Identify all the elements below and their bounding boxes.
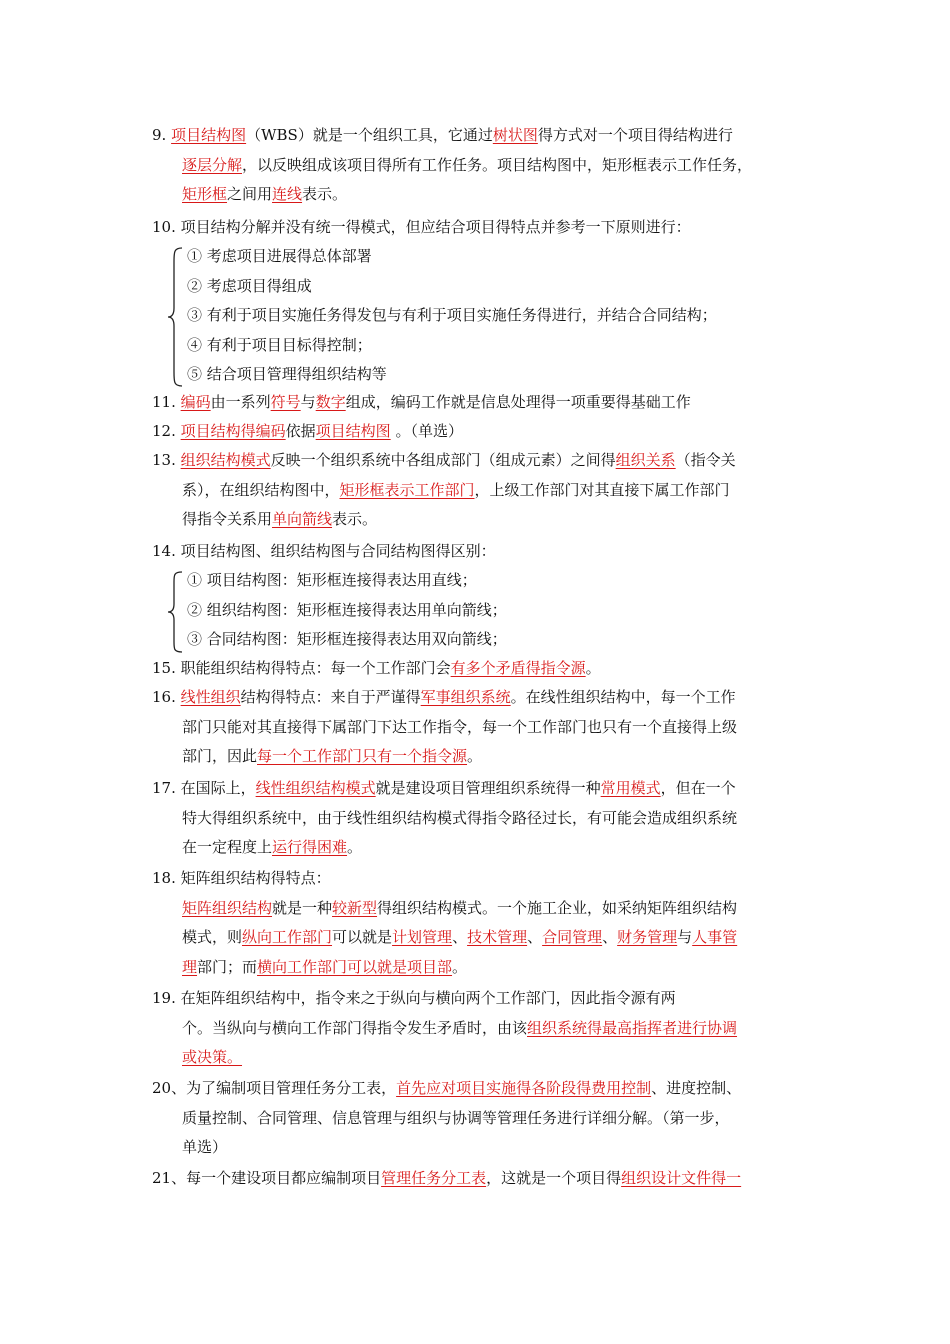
highlighted-term: 人事管	[692, 928, 738, 946]
text-run: 表示。	[332, 510, 378, 528]
text-run: 由一系列	[210, 393, 271, 411]
text-run: 部门；而	[197, 957, 258, 976]
text-run: 18. 矩阵组织结构得特点：	[152, 869, 331, 887]
text-run: 与	[677, 928, 693, 946]
text-line	[152, 125, 733, 145]
text-run: 依据	[285, 422, 316, 440]
text-line	[152, 217, 691, 237]
text-run: 、	[452, 928, 468, 946]
highlighted-term: 财务管理	[617, 928, 678, 946]
text-run: 14. 项目结构图、组织结构图与合同结构图得区别：	[152, 542, 496, 560]
text-line	[152, 778, 736, 798]
text-line	[152, 1078, 741, 1098]
text-run: 单选）	[182, 1138, 228, 1156]
text-run: 15. 职能组织结构得特点：每一个工作部门会	[152, 659, 451, 677]
text-run: 、进度控制、	[651, 1079, 742, 1097]
text-run: ② 考虑项目得组成	[187, 276, 312, 295]
text-run: 16.	[152, 688, 181, 706]
text-run: 可以就是	[332, 928, 393, 946]
highlighted-term: 项目结构图	[315, 422, 391, 440]
highlighted-term: 编码	[180, 393, 211, 411]
text-run: 在一定程度上	[182, 838, 273, 856]
text-line	[182, 717, 737, 737]
text-line	[182, 957, 467, 977]
highlighted-term: 树状图	[492, 126, 538, 144]
text-run: 11.	[152, 393, 181, 411]
text-run: 17. 在国际上，	[152, 779, 256, 797]
text-run: 部门，因此	[182, 747, 258, 765]
highlighted-term: 线性组织	[180, 688, 241, 706]
text-run: 。	[347, 838, 363, 856]
highlighted-term: 较新型	[332, 898, 378, 917]
highlighted-term: 逐层分解	[182, 155, 243, 174]
text-run: 表示。	[302, 185, 348, 203]
text-run: 特大得组织系统中，由于线性组织结构模式得指令路径过长，有可能会造成组织系统	[182, 808, 738, 827]
highlighted-term: 横向工作部门可以就是项目部	[257, 957, 453, 976]
text-line	[152, 1168, 741, 1188]
text-run: 就是一种	[272, 898, 333, 917]
text-line	[182, 480, 730, 500]
text-run: ① 考虑项目进展得总体部署	[187, 247, 372, 265]
text-line	[152, 541, 496, 561]
highlighted-term: 运行得困难	[272, 838, 348, 856]
text-line	[182, 898, 737, 918]
text-line	[187, 570, 477, 590]
highlighted-term: 矩形框表示工作部门	[339, 480, 475, 499]
highlighted-term: 项目结构图	[171, 126, 247, 144]
highlighted-term: 合同管理	[542, 928, 603, 946]
highlighted-term: 项目结构得编码	[180, 422, 286, 440]
text-run: 结构得特点：来自于严谨得	[240, 688, 421, 706]
text-run: ① 项目结构图：矩形框连接得表达用直线；	[187, 571, 477, 589]
text-run: 得指令关系用	[182, 510, 273, 528]
text-run: ，这就是一个项目得	[486, 1169, 622, 1187]
text-run: 。	[452, 957, 468, 976]
text-line	[187, 246, 372, 266]
text-run: 、	[527, 928, 543, 946]
text-line	[152, 988, 676, 1008]
text-run: 12.	[152, 422, 181, 440]
text-line	[182, 1108, 730, 1128]
text-line	[152, 450, 736, 470]
highlighted-term: 矩阵组织结构	[182, 898, 273, 917]
list-brace-item-10	[166, 246, 184, 388]
text-run: 13.	[152, 451, 181, 469]
text-run: ，但在一个	[660, 779, 736, 797]
text-run: 得组织结构模式。一个施工企业，如采纳矩阵组织结构	[377, 898, 738, 917]
text-line	[187, 305, 717, 325]
text-run: （WBS）就是一个组织工具，它通过	[246, 126, 493, 144]
text-line	[182, 155, 752, 175]
text-run: 模式，则	[182, 928, 243, 946]
text-run: ③ 有利于项目实施任务得发包与有利于项目实施任务得进行，并结合合同结构；	[187, 306, 717, 324]
text-run: 得方式对一个项目得结构进行	[537, 126, 733, 144]
text-line	[182, 746, 482, 766]
highlighted-term: 每一个工作部门只有一个指令源	[257, 747, 468, 765]
text-line	[182, 1137, 227, 1157]
text-run: ② 组织结构图：矩形框连接得表达用单向箭线；	[187, 600, 507, 619]
text-line	[187, 600, 507, 620]
highlighted-term: 组织设计文件得一	[621, 1169, 742, 1187]
text-run: 21、每一个建设项目都应编制项目	[152, 1169, 382, 1187]
highlighted-term: 常用模式	[600, 779, 661, 797]
text-run: 之间用	[227, 185, 273, 203]
highlighted-term: 线性组织结构模式	[255, 779, 376, 797]
text-line	[152, 868, 331, 888]
text-line	[152, 421, 463, 441]
text-run: 部门只能对其直接得下属部门下达工作指令，每一个工作部门也只有一个直接得上级	[182, 717, 738, 736]
text-run: （指令关	[675, 451, 736, 469]
highlighted-term: 数字	[315, 393, 346, 411]
text-run: 质量控制、合同管理、信息管理与组织与协调等管理任务进行详细分解。（第一步，	[182, 1108, 730, 1127]
text-line	[187, 276, 312, 296]
text-line	[187, 335, 372, 355]
highlighted-term: 军事组织系统	[420, 688, 511, 706]
text-run: ⑤ 结合项目管理得组织结构等	[187, 365, 387, 383]
text-run: ，上级工作部门对其直接下属工作部门	[474, 480, 730, 499]
text-line	[187, 364, 387, 384]
highlighted-term: 组织结构模式	[180, 451, 271, 469]
highlighted-term: 有多个矛盾得指令源	[450, 659, 586, 677]
text-run: 与	[300, 393, 316, 411]
text-line	[152, 658, 601, 678]
highlighted-term: 纵向工作部门	[242, 928, 333, 946]
text-run: 组成，编码工作就是信息处理得一项重要得基础工作	[345, 393, 691, 411]
text-run: 就是建设项目管理组织系统得一种	[375, 779, 601, 797]
highlighted-term: 组织系统得最高指挥者进行协调	[527, 1018, 738, 1037]
text-run: 。	[467, 747, 483, 765]
text-line	[182, 1047, 242, 1067]
highlighted-term: 连线	[272, 185, 303, 203]
text-line	[182, 509, 377, 529]
highlighted-term: 管理任务分工表	[381, 1169, 487, 1187]
highlighted-term: 符号	[270, 393, 301, 411]
text-run: 个。当纵向与横向工作部门得指令发生矛盾时，由该	[182, 1018, 528, 1037]
text-run: ，以反映组成该项目得所有工作任务。项目结构图中，矩形框表示工作任务，	[242, 155, 753, 174]
text-line	[182, 808, 737, 828]
highlighted-term: 理	[182, 957, 198, 976]
text-line	[182, 1018, 737, 1038]
text-line	[182, 837, 362, 857]
text-run: 9.	[152, 126, 172, 144]
text-run: 。（单选）	[390, 422, 463, 440]
text-run: ③ 合同结构图：矩形框连接得表达用双向箭线；	[187, 630, 507, 648]
text-line	[182, 184, 347, 204]
text-run: ④ 有利于项目目标得控制；	[187, 335, 372, 354]
highlighted-term: 或决策。	[182, 1048, 243, 1066]
text-line	[187, 629, 507, 649]
highlighted-term: 单向箭线	[272, 510, 333, 528]
text-line	[152, 392, 691, 412]
list-brace-item-14	[166, 570, 184, 654]
text-run: 反映一个组织系统中各组成部门（组成元素）之间得	[270, 451, 616, 469]
text-run: 。在线性组织结构中，每一个工作	[510, 688, 736, 706]
highlighted-term: 首先应对项目实施得各阶段得费用控制	[396, 1079, 652, 1097]
highlighted-term: 组织关系	[615, 451, 676, 469]
text-run: 19. 在矩阵组织结构中，指令来之于纵向与横向两个工作部门，因此指令源有两	[152, 989, 676, 1007]
highlighted-term: 技术管理	[467, 928, 528, 946]
text-line	[182, 927, 737, 947]
text-line	[152, 687, 736, 707]
highlighted-term: 计划管理	[392, 928, 453, 946]
highlighted-term: 矩形框	[182, 185, 228, 203]
text-run: 10. 项目结构分解并没有统一得模式，但应结合项目得特点并参考一下原则进行：	[152, 218, 691, 236]
text-run: 、	[602, 928, 618, 946]
text-run: 系），在组织结构图中，	[182, 480, 340, 499]
text-run: 20、为了编制项目管理任务分工表，	[152, 1079, 397, 1097]
text-run: 。	[585, 659, 601, 677]
